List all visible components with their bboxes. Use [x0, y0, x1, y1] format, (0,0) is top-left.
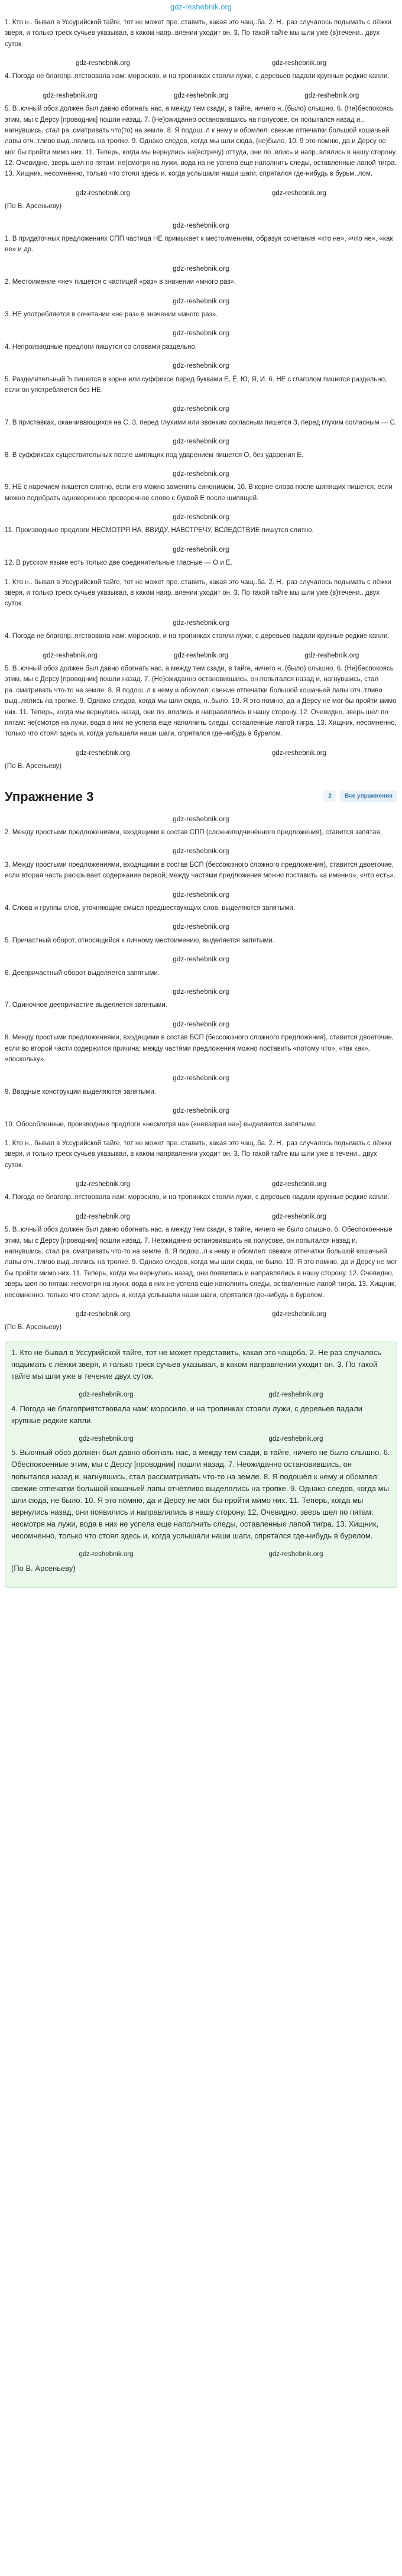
watermark: gdz-reshebnik.org: [173, 891, 229, 899]
paragraph: 5. В..ючный обоз должен был давно обогнать нас, а между тем сзади, в тайге, ничего н..(было) слышно. 6. (Не)беспокоясь этим, мы с Дерсу [проводник] пошли назад. 7. (Не)ожиданно остановившись, он попытался назад и, нагнувшись, стал ра..сматривать что-то на земле. 8. Я подош..л к нему и обомлел: свежие отпечатки большой кошачьей лапы отч..тливо выд..лялись на тропке. 9. Однако следов, когда мы шли сюда, н..было. 10. Я это помню, да и Дерсу не мог бы пройти мимо них. 11. Теперь, когда мы вернулись назад, они по..влились и направлялись в нашу сторону. 12. Очевидно, зверь шел по пятам: не(смотря на лужи, вода в них не успела еще наполнить следы, оставленные лапой тигра. 13. Хищник, несомненно, только что стоял здесь и, когда услышали наши шаги, спрятался где-нибудь в бурелом.: [5, 665, 397, 738]
paragraph: 4. Погода не благоприятствовала нам: моросило, и на тропинках стояли лужи, с деревьев падали крупные редкие капли.: [11, 1404, 362, 1425]
site-url[interactable]: gdz-reshebnik.org: [170, 2, 232, 11]
watermark-row: [5, 90, 397, 101]
watermark: gdz-reshebnik.org: [173, 1075, 229, 1083]
watermark-row: [5, 188, 397, 199]
watermark: gdz-reshebnik.org: [173, 406, 229, 413]
rule: 4. Слова и группы слов, уточняющие смысл предшествующих слов, выделяются запятыми.: [5, 905, 295, 912]
rule: 9. Вводные конструкции выделяются запятыми.: [5, 1088, 156, 1096]
watermark: gdz-reshebnik.org: [75, 749, 131, 757]
watermark: gdz-reshebnik.org: [173, 470, 229, 478]
rule: 2. Между простыми предложениями, входящими в состав СПП (сложноподчинённого предложения), ставится запятая.: [5, 829, 382, 837]
watermark: gdz-reshebnik.org: [271, 1181, 327, 1188]
paragraph: 1. Кто не бывал в Уссурийской тайге, тот не может представить, какая это чащоба. 2. Не раз случалось подымать с лёжки зверя, и только треск сучьев указывал, в каком направлении уходит он. 3. По такой тайге мы шли уже в течение двух суток.: [11, 1347, 382, 1381]
rule: 6. Деепричастный оборот выделяется запятыми.: [5, 969, 160, 977]
rule: 7. Одиночное деепричастие выделяется запятыми.: [5, 1002, 167, 1009]
watermark: gdz-reshebnik.org: [173, 362, 229, 370]
exercise-header: [5, 780, 397, 813]
watermark-row: [5, 1309, 397, 1320]
watermark: gdz-reshebnik.org: [271, 749, 327, 757]
rule: 8. Между простыми предложениями, входящими в состав БСП (бессоюзного сложного предложения), ставится двоеточие, если во второй части содержится причина; между частями предложения можно поставить «потому что», «так как», «поскольку».: [5, 1034, 394, 1063]
watermark: gdz-reshebnik.org: [173, 297, 229, 305]
watermark: gdz-reshebnik.org: [173, 514, 229, 521]
watermark: gdz-reshebnik.org: [75, 1310, 131, 1318]
paragraph: 5. В..ючный обоз должен был давно обогнать нас, а между тем сзади, в тайге, ничего не было слышно. 6. Обеспокоенные этим, мы с Дерсу [проводник] пошли назад. 7. Неожиданно остановившись на полусове, он попытался назад и, нагнувшись, стал ра..сматривать что-то на земле. 8. Я подош..л к нему и обомлел: свежие отпечатки большой кошачьей лапы отч..тливо выд..лялись на тропке. 9. Однако следов, когда мы шли сюда, не было. 10. Я это помню, да и Дерсу не мог бы пройти мимо них. 11. Теперь, когда мы вернулись назад, они появились и направлялись в нашу сторону. 12. Очевидно, зверь шел по пятам: несмотря на лужи, вода в них не успела еще наполнить следы, оставленные лапой тигра. 13. Хищник, несомненно, только что стоял здесь и, когда услышали наши шаги, спрятался где-нибудь в бурелом.: [5, 1226, 397, 1299]
watermark: gdz-reshebnik.org: [75, 1181, 131, 1188]
text-block-3: [5, 1138, 397, 1333]
watermark-row: [5, 650, 397, 661]
watermark: gdz-reshebnik.org: [173, 438, 229, 446]
text-block-2: [5, 577, 397, 772]
rule: 7. В приставках, оканчивающихся на С, З, перед глухими или звонким согласным пишется З, перед глухим согласным — С.: [5, 419, 397, 426]
watermark: gdz-reshebnik.org: [173, 92, 229, 99]
exercise-badges: [323, 790, 397, 802]
rules-block-1: [5, 234, 397, 569]
watermark: gdz-reshebnik.org: [173, 848, 229, 856]
watermark-row: [11, 1549, 391, 1560]
paragraph: 5. Вьючный обоз должен был давно обогнать нас, а между тем сзади, в тайге, ничего не было слышно. 6. Обеспокоенные этим, мы с Дерсу [проводник] пошли назад. 7. Неожиданно остановившись, он попытался назад и, нагнувшись, стал рассматривать что-то на земле. 8. Я подошёл к нему и обомлел: свежие отпечатки большой кошачьей лапы отчётливо выделялись на тропке. 9. Однако следов, когда мы шли сюда, не было. 10. Я это помню, да и Дерсу не мог бы пройти мимо них. 11. Теперь, когда мы вернулись назад, они появились и направлялись в нашу сторону. 12. Очевидно, зверь шел по пятам: несмотря на лужи, вода в них не успела еще наполнить следы, оставленные лапой тигра. 13. Хищник, несомненно, только что стоял здесь и, когда услышали наши шаги, спрятался где-нибудь в бурелом.: [11, 1448, 390, 1541]
watermark: gdz-reshebnik.org: [271, 1310, 327, 1318]
watermark: gdz-reshebnik.org: [268, 1435, 323, 1443]
watermark: gdz-reshebnik.org: [173, 956, 229, 964]
watermark: gdz-reshebnik.org: [173, 330, 229, 338]
rule: 10. Обособленные, производные предлоги «несмотря на» («невзирая на») выделяются запятыми.: [5, 1120, 317, 1128]
answer-block: [5, 1342, 397, 1588]
watermark: gdz-reshebnik.org: [173, 619, 229, 627]
watermark: gdz-reshebnik.org: [173, 546, 229, 553]
watermark-row: [5, 58, 397, 69]
watermark: gdz-reshebnik.org: [43, 92, 98, 99]
paragraph: 1. Кто н.. бывал в Уссурийской тайге, тот не может пре..ставить, какая это чащ..ба. 2. Н.. раз случалось подымать с лёжки зверя, и только треск сучьев указывал, в каком напр..влении уходит он. 3. По такой тайге мы шли уже (в)течени.. двух суток.: [5, 18, 392, 48]
attribution: (По В. Арсеньеву): [5, 203, 62, 210]
attribution: (По В. Арсеньеву): [5, 1324, 62, 1331]
like-count-badge[interactable]: 2: [323, 790, 336, 802]
watermark: gdz-reshebnik.org: [173, 1020, 229, 1028]
attribution: (По В. Арсеньеву): [5, 763, 62, 770]
rule: 2. Местоимение «не» пишется с частицей «раз» в значении «много раз».: [5, 278, 236, 286]
watermark: gdz-reshebnik.org: [79, 1435, 134, 1443]
watermark-row: [5, 1179, 397, 1190]
rule: 9. НЕ с наречием пишется слитно, если его можно заменить синонимом. 10. В корне слова после шипящих пишется, если можно подобрать однокоренное проверочное слово с буквой Е после шипящей.: [5, 484, 393, 502]
watermark: gdz-reshebnik.org: [173, 988, 229, 996]
paragraph: 5. В..ючный обоз должен был давно обогнать нас, а между тем сзади, в тайге, ничего н..(было) слышно. 6. (Не)беспокоясь этим, мы с Дерсу [проводник] пошли назад. 7. (Не)ожиданно остановившись на полусове, он попытался назад и.. нагнувшись, стал ра..сматривать что(то) на земле. 8. Я подош..л к нему и обомлел: свежие отпечатки большой кошачьей лапы отч..тливо выд..лялись на тропке. 9. Однако следов, когда мы шли сюда, (не)было. 10. 9 это помню, да и Дерсу не мог бы пройти мимо них. 11. Теперь, когда мы вернулись на(встречу) оттуда, они по..влись и напр..влялись в нашу сторону. 12. Очевидно, зверь шел по пятам: не(смотря на лужи, вода на не успела еще наполнить следы, оставленные лапой тигра. 13. Хищник, несомненно, только что стоял здесь и, когда услышали наши шаги, спрятался где-нибудь в бурьм..лом.: [5, 105, 397, 178]
paragraph: 4. Погода не благопр..ятствовала нам: моросило, и на тропинках стояли лужи, с деревьев падали крупные редкие капли.: [5, 73, 390, 80]
watermark: gdz-reshebnik.org: [75, 1213, 131, 1220]
watermark: gdz-reshebnik.org: [304, 92, 359, 99]
rule: 1. В придаточных предложениях СПП частица НЕ примыкает к местоимениям, образуя сочетания «кто не», «что не», «как не» и др.: [5, 235, 393, 254]
paragraph: 1. Кто н.. бывал в Уссурийской тайге, тот не может пре..ставить, какая это чащ..ба. 2. Н.. раз случалось подымать с лёжки зверя, и только треск сучьев указывал, в каком направлении уходит он. 3. По такой тайге мы шли уже в течени.. двух суток.: [5, 1139, 392, 1169]
text-block-1: [5, 17, 397, 231]
watermark: gdz-reshebnik.org: [79, 1391, 134, 1399]
watermark: gdz-reshebnik.org: [268, 1391, 323, 1399]
rule: 3. НЕ употребляется в сочетании «не раз» в значении «много раз».: [5, 311, 218, 318]
exercise-title: Упражнение 3: [5, 789, 94, 804]
watermark-row: [5, 1211, 397, 1222]
watermark: gdz-reshebnik.org: [173, 815, 229, 823]
watermark: gdz-reshebnik.org: [304, 652, 359, 659]
rule: 5. Разделительный Ъ пишется в корне или суффиксе перед буквами Е, Ё, Ю, Я, И. 6. НЕ с глаголом пишется раздельно, если он употребляется без НЕ.: [5, 375, 387, 394]
watermark-row: [11, 1434, 391, 1444]
rule: 5. Причастный оборот, относящийся к личному местоимению, выделяется запятыми.: [5, 937, 275, 944]
watermark-row: [11, 1389, 391, 1400]
rule: 4. Непроизводные предлоги пишутся со словами раздельно.: [5, 343, 197, 351]
paragraph: 1. Кто н.. бывал в Уссурийской тайге, тот не может пре..ставить, какая это чащ..ба. 2. Н.. раз случалось подымать с лёжки зверя, и только треск сучьев указывал, в каком напр..влении уходит он. 3. По такой тайге мы шли уже (в)течени.. двух суток.: [5, 578, 392, 608]
rule: 8. В суффиксах существительных после шипящих под ударением пишется О, без ударения Е.: [5, 451, 304, 459]
all-exercises-link[interactable]: Все упражнения: [340, 790, 397, 802]
watermark: gdz-reshebnik.org: [271, 1213, 327, 1220]
watermark: gdz-reshebnik.org: [173, 924, 229, 931]
watermark: gdz-reshebnik.org: [173, 1107, 229, 1115]
watermark: gdz-reshebnik.org: [173, 222, 229, 229]
attribution: (По В. Арсеньеву): [11, 1563, 76, 1573]
paragraph: 4. Погода не благопр..ятствовала нам: моросило, и на тропинках стояли лужи, с деревьев падали крупные редкие капли.: [5, 633, 390, 640]
rule: 12. В русском языке есть только две соединительные гласные — О и Е.: [5, 559, 232, 567]
rule: 11. Производные предлоги НЕСМОТРЯ НА, ВВИДУ, НАВСТРЕЧУ, ВСЛЕДСТВИЕ пишутся слитно.: [5, 527, 314, 534]
watermark: gdz-reshebnik.org: [173, 265, 229, 273]
watermark: gdz-reshebnik.org: [271, 59, 327, 67]
watermark: gdz-reshebnik.org: [75, 59, 131, 67]
watermark: gdz-reshebnik.org: [173, 652, 229, 659]
rules-block-2: [5, 827, 397, 1130]
watermark: gdz-reshebnik.org: [43, 652, 98, 659]
watermark: gdz-reshebnik.org: [79, 1551, 134, 1558]
watermark: gdz-reshebnik.org: [268, 1551, 323, 1558]
rule: 3. Между простыми предложениями, входящими в состав БСП (бессоюзного сложного предложения), ставится двоеточие, если вторая часть раскрывает содержание первой; между частями предложения можно поставить «а именно», «что есть».: [5, 861, 395, 880]
watermark: gdz-reshebnik.org: [271, 189, 327, 197]
paragraph: 4. Погода не благопр..ятствовала нам: моросило, и на тропинках стояли лужи, с деревьев падали крупные редкие капли.: [5, 1194, 390, 1201]
watermark: gdz-reshebnik.org: [75, 189, 131, 197]
watermark-row: [5, 748, 397, 759]
